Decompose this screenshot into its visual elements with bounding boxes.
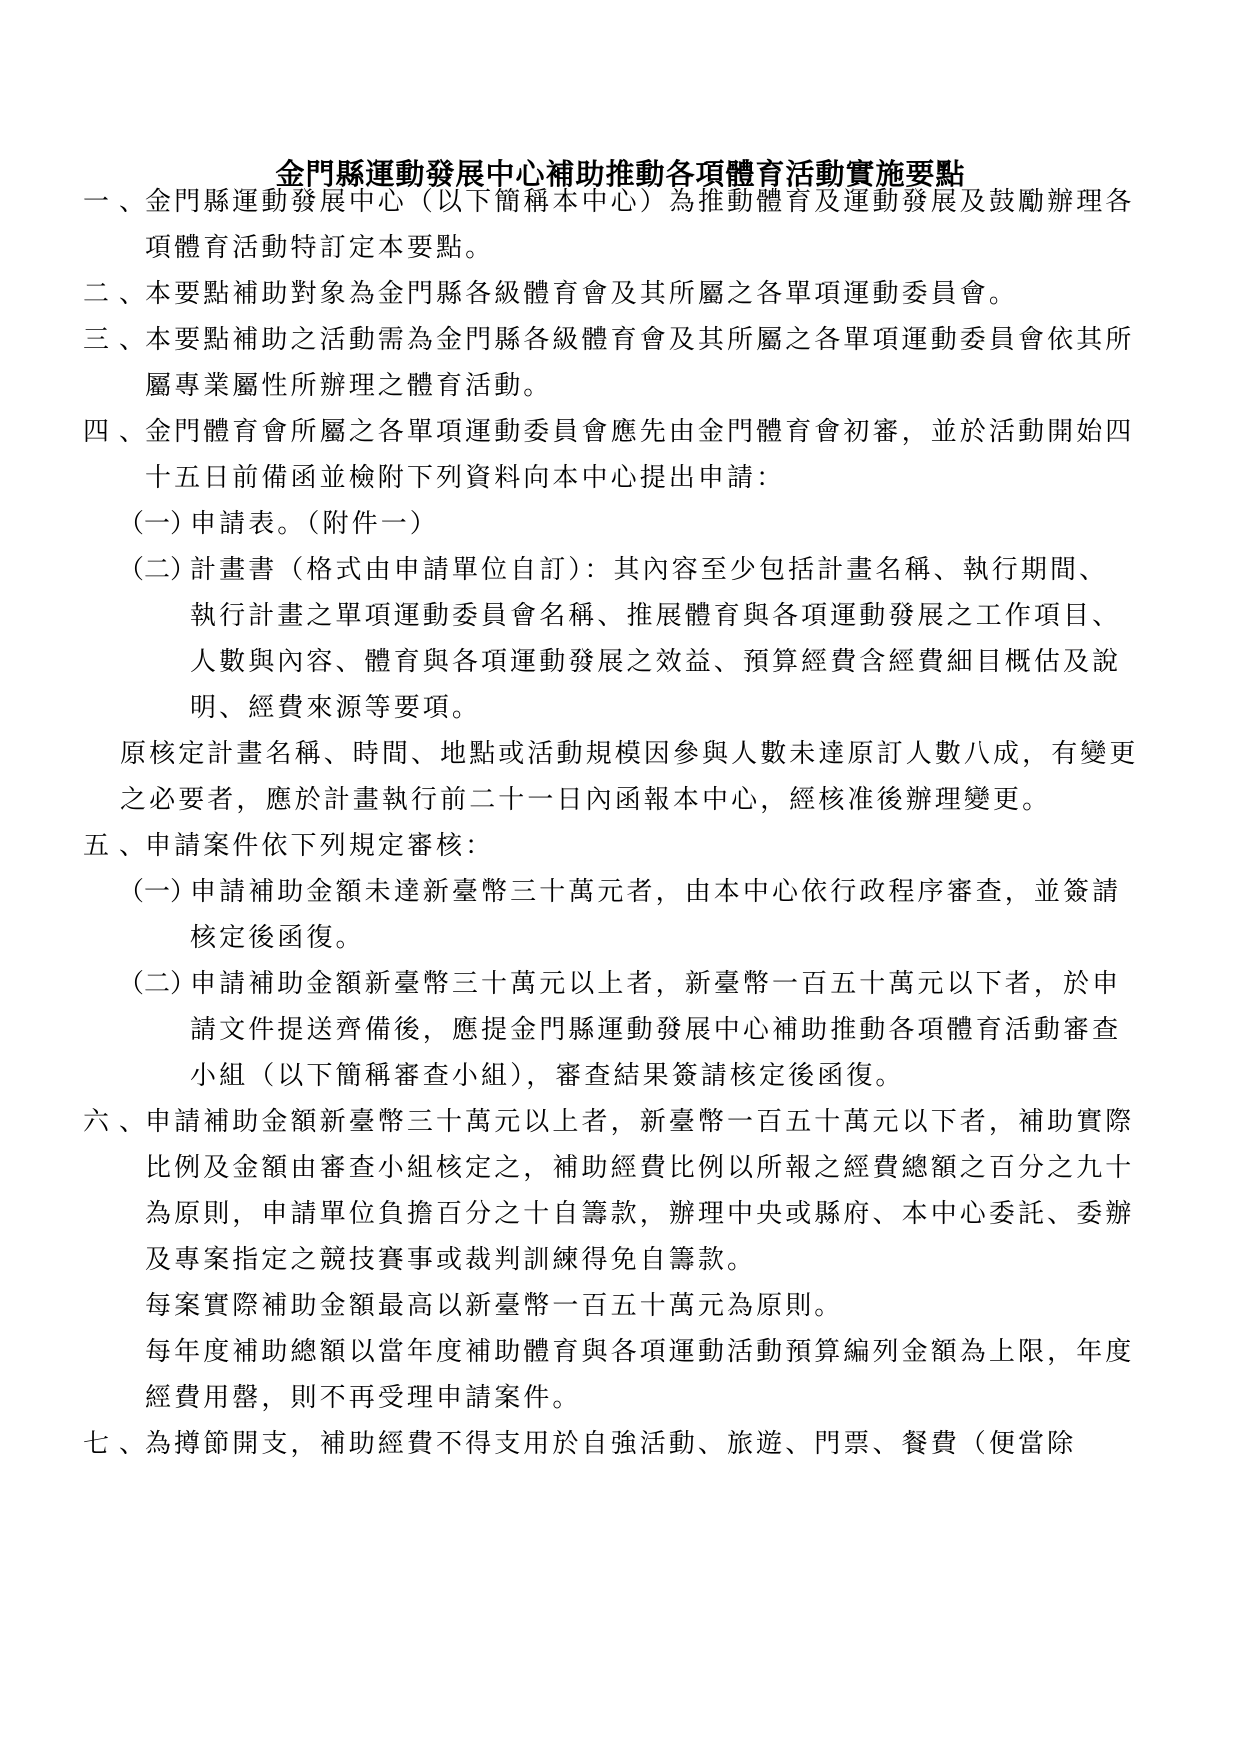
section-text: 申請補助金額新臺幣三十萬元以上者，新臺幣一百五十萬元以下者，補助實際 [145, 1107, 1135, 1137]
paragraph-text: 每年度補助總額以當年度補助體育與各項運動活動預算編列金額為上限，年度 [145, 1337, 1135, 1367]
section-text: 為撙節開支，補助經費不得支用於自強活動、旅遊、門票、餐費（便當除 [145, 1429, 1077, 1459]
subsection-text: 申請補助金額未達新臺幣三十萬元者，由本中心依行政程序審查，並簽請 [190, 877, 1122, 907]
section-text: 屬專業屬性所辦理之體育活動。 [145, 371, 553, 401]
subsection-text: 計畫書（格式由申請單位自訂）：其內容至少包括計畫名稱、執行期間、 [190, 555, 1109, 585]
section-text: 項體育活動特訂定本要點。 [145, 233, 495, 263]
subsection-text: 人數與內容、體育與各項運動發展之效益、預算經費含經費細目概估及說 [190, 647, 1122, 677]
subsection-number: （一） [118, 509, 197, 539]
paragraph-text: 之必要者，應於計畫執行前二十一日內函報本中心，經核准後辦理變更。 [120, 785, 1052, 815]
section-text: 為原則，申請單位負擔百分之十自籌款，辦理中央或縣府、本中心委託、委辦 [145, 1199, 1135, 1229]
section-number: 五、 [83, 831, 156, 861]
section-number: 四、 [83, 417, 156, 447]
section-text: 及專案指定之競技賽事或裁判訓練得免自籌款。 [145, 1245, 757, 1275]
section-number: 七、 [83, 1429, 156, 1459]
subsection-number: （一） [118, 877, 197, 907]
subsection-text: 執行計畫之單項運動委員會名稱、推展體育與各項運動發展之工作項目、 [190, 601, 1122, 631]
subsection-text: 請文件提送齊備後，應提金門縣運動發展中心補助推動各項體育活動審查 [190, 1015, 1122, 1045]
section-text: 申請案件依下列規定審核： [145, 831, 495, 861]
section-text: 十五日前備函並檢附下列資料向本中心提出申請： [145, 463, 786, 493]
page-title: 金門縣運動發展中心補助推動各項體育活動實施要點 [275, 157, 966, 191]
subsection-text: 申請補助金額新臺幣三十萬元以上者，新臺幣一百五十萬元以下者，於申 [190, 969, 1122, 999]
subsection-text: 申請表。（附件一） [190, 509, 439, 539]
section-text: 比例及金額由審查小組核定之，補助經費比例以所報之經費總額之百分之九十 [145, 1153, 1135, 1183]
paragraph-text: 原核定計畫名稱、時間、地點或活動規模因參與人數未達原訂人數八成，有變更 [120, 739, 1139, 769]
section-text: 金門體育會所屬之各單項運動委員會應先由金門體育會初審，並於活動開始四 [145, 417, 1135, 447]
paragraph-text: 每案實際補助金額最高以新臺幣一百五十萬元為原則。 [145, 1291, 844, 1321]
subsection-number: （二） [118, 969, 197, 999]
paragraph-text: 經費用罄，則不再受理申請案件。 [145, 1383, 582, 1413]
section-text: 金門縣運動發展中心（以下簡稱本中心）為推動體育及運動發展及鼓勵辦理各 [145, 187, 1135, 217]
section-number: 三、 [83, 325, 156, 355]
section-number: 六、 [83, 1107, 156, 1137]
section-number: 一、 [83, 187, 156, 217]
section-number: 二、 [83, 279, 156, 309]
section-text: 本要點補助之活動需為金門縣各級體育會及其所屬之各單項運動委員會依其所 [145, 325, 1135, 355]
subsection-number: （二） [118, 555, 197, 585]
subsection-text: 小組（以下簡稱審查小組），審查結果簽請核定後函復。 [190, 1061, 905, 1091]
subsection-text: 核定後函復。 [190, 923, 365, 953]
section-text: 本要點補助對象為金門縣各級體育會及其所屬之各單項運動委員會。 [145, 279, 1019, 309]
subsection-text: 明、經費來源等要項。 [190, 693, 482, 723]
